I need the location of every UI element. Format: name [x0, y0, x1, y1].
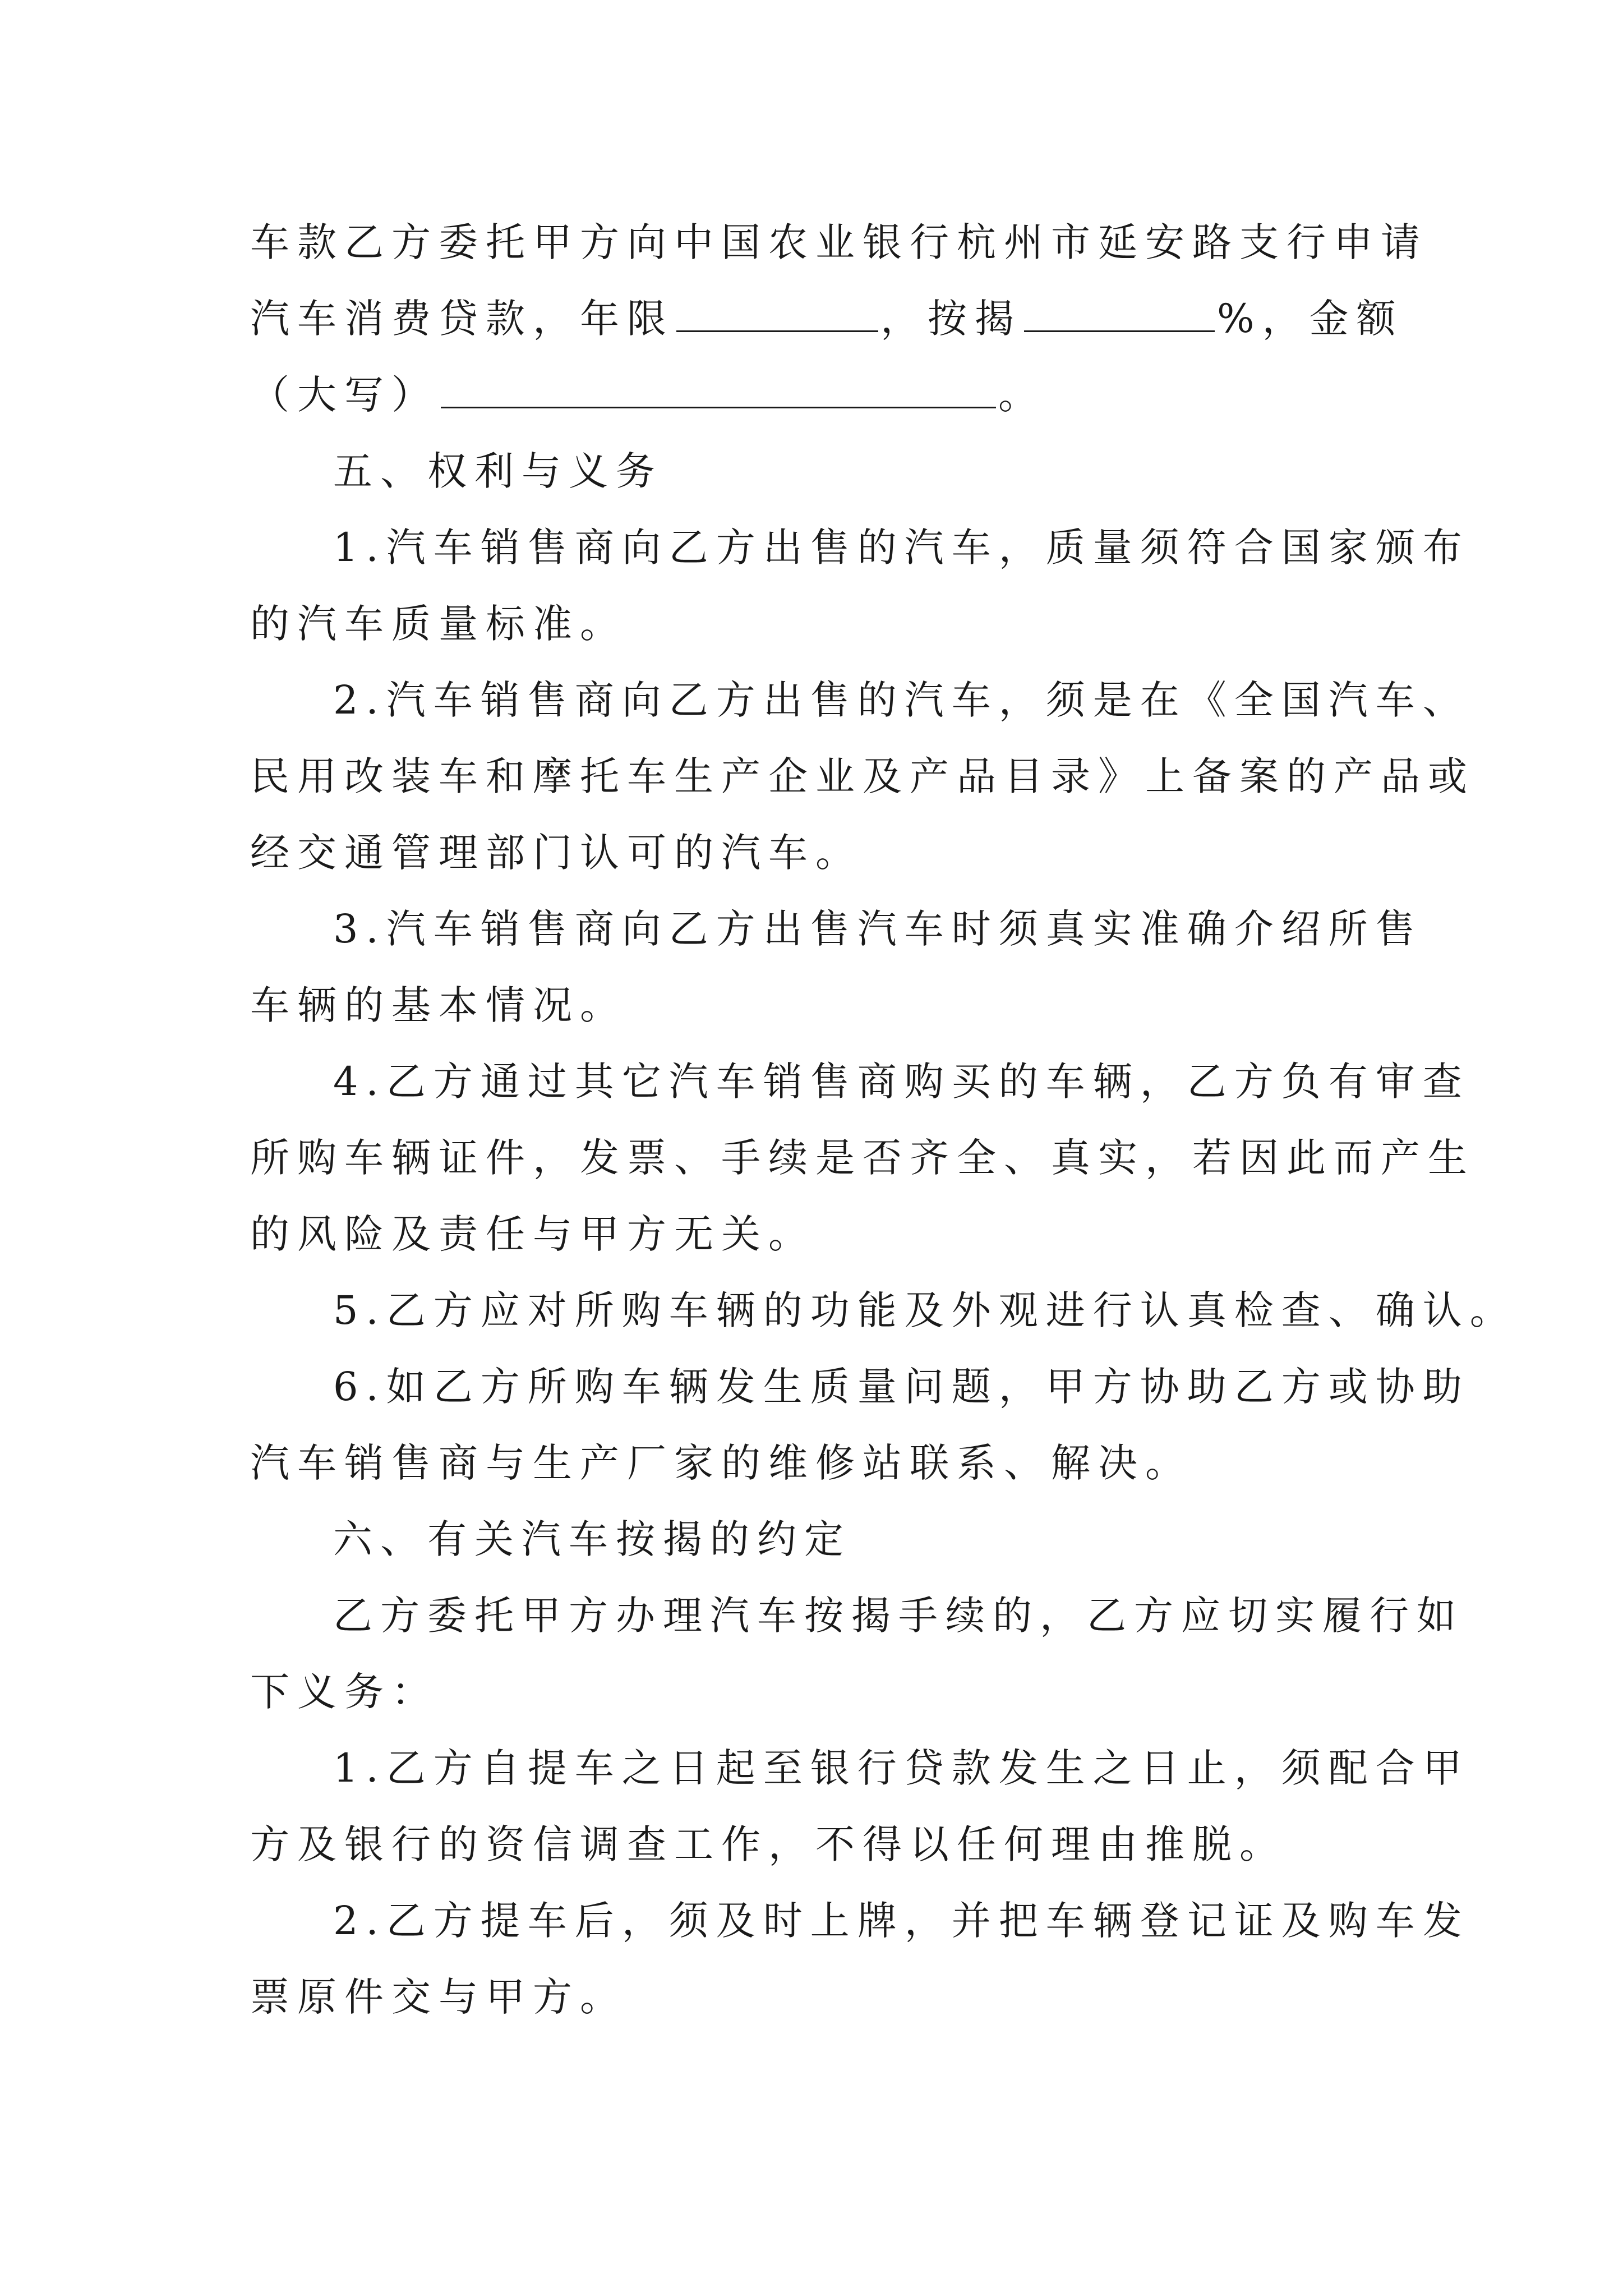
clause-5-2: 2.汽车销售商向乙方出售的汽车，须是在《全国汽车、 [333, 677, 1470, 723]
clause-5-4: 4.乙方通过其它汽车销售商购买的车辆，乙方负有审查 [333, 1059, 1470, 1105]
clause-5-4-cont2: 的风险及责任与甲方无关。 [250, 1211, 815, 1257]
loan-years-blank [676, 292, 878, 332]
clause-5-4-cont: 所购车辆证件，发票、手续是否齐全、真实，若因此而产生 [250, 1135, 1475, 1181]
mortgage-intro-cont: 下义务： [250, 1669, 439, 1715]
sentence-end: 。 [998, 372, 1045, 418]
section-heading-rights: 五、权利与义务 [333, 448, 663, 494]
amount-label: %，金额 [1217, 296, 1404, 342]
amount-capital-blank [441, 369, 996, 408]
section-heading-mortgage: 六、有关汽车按揭的约定 [333, 1516, 851, 1562]
mortgage-intro: 乙方委托甲方办理汽车按揭手续的，乙方应切实履行如 [333, 1593, 1464, 1639]
clause-5-6-cont: 汽车销售商与生产厂家的维修站联系、解决。 [250, 1440, 1192, 1486]
clause-6-1-cont: 方及银行的资信调查工作，不得以任何理由推脱。 [250, 1821, 1287, 1867]
paragraph-line-loan-terms [250, 292, 1404, 368]
clause-5-6: 6.如乙方所购车辆发生质量问题，甲方协助乙方或协助 [333, 1364, 1470, 1410]
paragraph-line-amount [250, 368, 1394, 444]
clause-5-2-cont2: 经交通管理部门认可的汽车。 [250, 830, 863, 876]
clause-5-2-cont: 民用改装车和摩托车生产企业及产品目录》上备案的产品或 [250, 753, 1475, 799]
clause-5-3-cont: 车辆的基本情况。 [250, 982, 627, 1028]
amount-capital-label: （大写） [250, 372, 439, 418]
document-body [250, 215, 1517, 2046]
mortgage-percent-label: ，按揭 [880, 296, 1022, 342]
clause-5-3: 3.汽车销售商向乙方出售汽车时须真实准确介绍所售 [333, 906, 1423, 952]
loan-years-label: 汽车消费贷款，年限 [250, 296, 674, 342]
clause-5-5: 5.乙方应对所购车辆的功能及外观进行认真检查、确认。 [333, 1287, 1517, 1333]
clause-5-1: 1.汽车销售商向乙方出售的汽车，质量须符合国家颁布 [333, 524, 1470, 570]
clause-5-1-cont: 的汽车质量标准。 [250, 601, 627, 647]
clause-6-2: 2.乙方提车后，须及时上牌，并把车辆登记证及购车发 [333, 1898, 1470, 1944]
paragraph-line: 车款乙方委托甲方向中国农业银行杭州市延安路支行申请 [250, 219, 1428, 265]
clause-6-1: 1.乙方自提车之日起至银行贷款发生之日止，须配合甲 [333, 1745, 1470, 1791]
clause-6-2-cont: 票原件交与甲方。 [250, 1974, 627, 2020]
mortgage-percent-blank [1024, 292, 1215, 332]
